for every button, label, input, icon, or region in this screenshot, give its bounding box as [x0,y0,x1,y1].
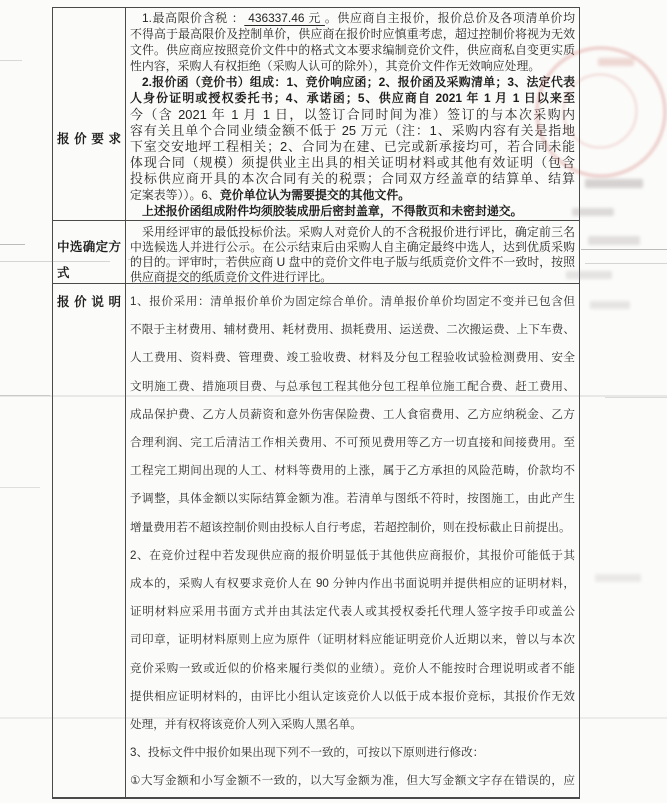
scan-artifact-line [605,397,667,398]
bleedthrough-mark [590,301,630,309]
text-line: 工程完工期间出现的人工、材料等费用的上涨，属于乙方承担的风险范畴，价款均不 [130,464,575,478]
text-line: 采用经评审的最低投标价法。采购人对竞价人的不含税报价进行评比，确定前三名 [142,225,575,239]
text-line: 2、在竞价过程中若发现供应商的报价明显低于其他供应商报价，其报价可能低于其 [130,548,575,562]
row-label-quote-explanation [53,284,126,797]
text-line: 不得高于最高限价及控制单价，供应商在报价时应慎重考虑，超过控制价将视为无效 [130,27,575,42]
bleedthrough-mark [595,574,641,582]
text-line: 的目的。评审时，若供应商 U 盘中的竞价文件电子版与纸质竞价文件不一致时，按照 [130,255,575,269]
text-line: 竞价采购一致或近似的价格来履行类似的业绩）。竞价人不能按时合理说明或者不能 [130,661,575,675]
scan-artifact-line [0,395,50,396]
text-line: 供应商提交的纸质竞价文件进行评比。 [130,270,333,283]
table-row-selection-method [53,221,579,284]
bleedthrough-mark [588,236,640,245]
text-line: 予调整，具体金额以实际结算金额为准。若清单与图纸不符时，按图施工，由此产生 [130,492,575,506]
text-line: 今（含 2021 年 1 月 1 日，以签订合同时间为准）签订的与本次采购内 [130,106,575,122]
text-line: 性内容，采购人有权拒绝（采购人认可的除外），其竞价文件作无效响应处理。 [130,59,541,74]
quote-requirements-content [126,8,579,220]
text-line: ①大写金额和小写金额不一致的，以大写金额为准，但大写金额文字存在错误的，应 [130,774,575,788]
text-line: 增量费用若不超该控制价则由投标人自行考虑，若超控制价，则在投标截止日前提出。 [130,520,571,534]
text-line: 1、报价采用：清单报价单价为固定综合单价。清单报价单价均固定不变并已包含但 [130,295,575,308]
text-line: 3、投标文件中报价如果出现下列不一致的，可按以下原则进行修改： [130,746,485,760]
text-line: 中选候选人并进行公示。在公示结束后由采购人自主确定最终中选人，达到优质采购 [130,240,575,254]
max-price-value: 436337.46 元 [244,11,325,25]
text-line: 2.报价函（竞价书）组成：1、竞价响应函；2、报价函及采购清单；3、法定代表 [142,75,575,90]
text-line: 成品保护费、乙方人员薪资和意外伤害保险费、工人食宿费用、乙方应纳税金、乙方 [130,407,575,421]
quote-explanation-content [126,284,579,797]
text-line: 上述报价函组成附件均须胶装成册后密封盖章，不得散页和未密封递交。 [142,204,523,219]
text-line: 不限于主材费用、辅材费用、耗材费用、损耗费用、运送费、二次搬运费、上下车费、 [130,323,575,337]
text-line: 提供相应证明材料的，由评比小组认定该竞价人以低于成本报价竞标，其报价作无效 [130,689,575,703]
table-row-quote-requirements [53,8,579,221]
text-line: 1.最高限价含税 ： 436337.46 元 。供应商自主报价，报价总价及各项清单价均 [142,11,575,25]
row-label-quote-requirements [53,8,126,220]
scan-artifact-line [0,487,40,488]
quotation-requirements-table [52,7,580,799]
text-line: 体现合同（规模）须提供业主出具的相关证明材料或其他有效证明（包含 [130,154,575,170]
text-line: 处理，并有权将该竞价人列入采购人黑名单。 [130,718,362,732]
text-line: 下室交安地坪工程相关；2、合同为在建、已完或新承接均可，若合同未能 [130,138,575,154]
table-row-quote-explanation [53,284,579,797]
row-label-text: 中选确定方式 [57,240,121,280]
row-label-selection-method [53,221,126,283]
text-line: 人身份证明或授权委托书；4、承诺函；5、供应商自 2021 年 1 月 1 日以来至 [130,91,575,106]
text-line: 容有关且单个合同业绩金额不低于 25 万元（注：1、采购内容有关是指地 [130,122,575,138]
scan-artifact-line [585,263,667,264]
bleedthrough-mark [598,58,634,66]
text-line: 司印章，证明材料原则上应为原件（证明材料应能证明竞价人近期以来，曾以与本次 [130,633,575,647]
scan-artifact-line [581,249,667,250]
text-line: 证明材料应采用书面方式并由其法定代表人或其授权委托代理人签字按手印或盖公 [130,605,575,619]
row-label-text: 报价说明 [57,295,121,309]
text-line: 人工费用、资料费、管理费、竣工验收费、材料及分包工程验收试验检测费用、安全 [130,351,575,365]
selection-method-content [126,221,579,283]
scan-artifact-line [0,60,22,61]
text-line: 文件。供应商应按照竞价文件中的格式文本要求编制竞价文件，供应商私自变更实质 [130,43,575,58]
text-line: 成本的，采购人有权要求竞价人在 90 分钟内作出书面说明并提供相应的证明材料， [130,577,575,591]
scan-artifact-line [0,244,25,245]
text-line: 定案表等））。6、竞价单位认为需要提交的其他文件。 [130,188,411,203]
text-line: 投标供应商开具的本次合同有关的税票；合同双方经盖章的结算单、结算 [130,170,575,186]
bleedthrough-mark [585,179,643,188]
row-label-text: 报价要求 [57,132,121,146]
text-line: 文明施工费、措施项目费、与总承包工程其他分包工程单位施工配合费、赶工费用、 [130,379,575,393]
text-line: 合理利润、完工后清洁工作相关费用、不可预见费用等乙方一切直接和间接费用。至 [130,436,575,450]
